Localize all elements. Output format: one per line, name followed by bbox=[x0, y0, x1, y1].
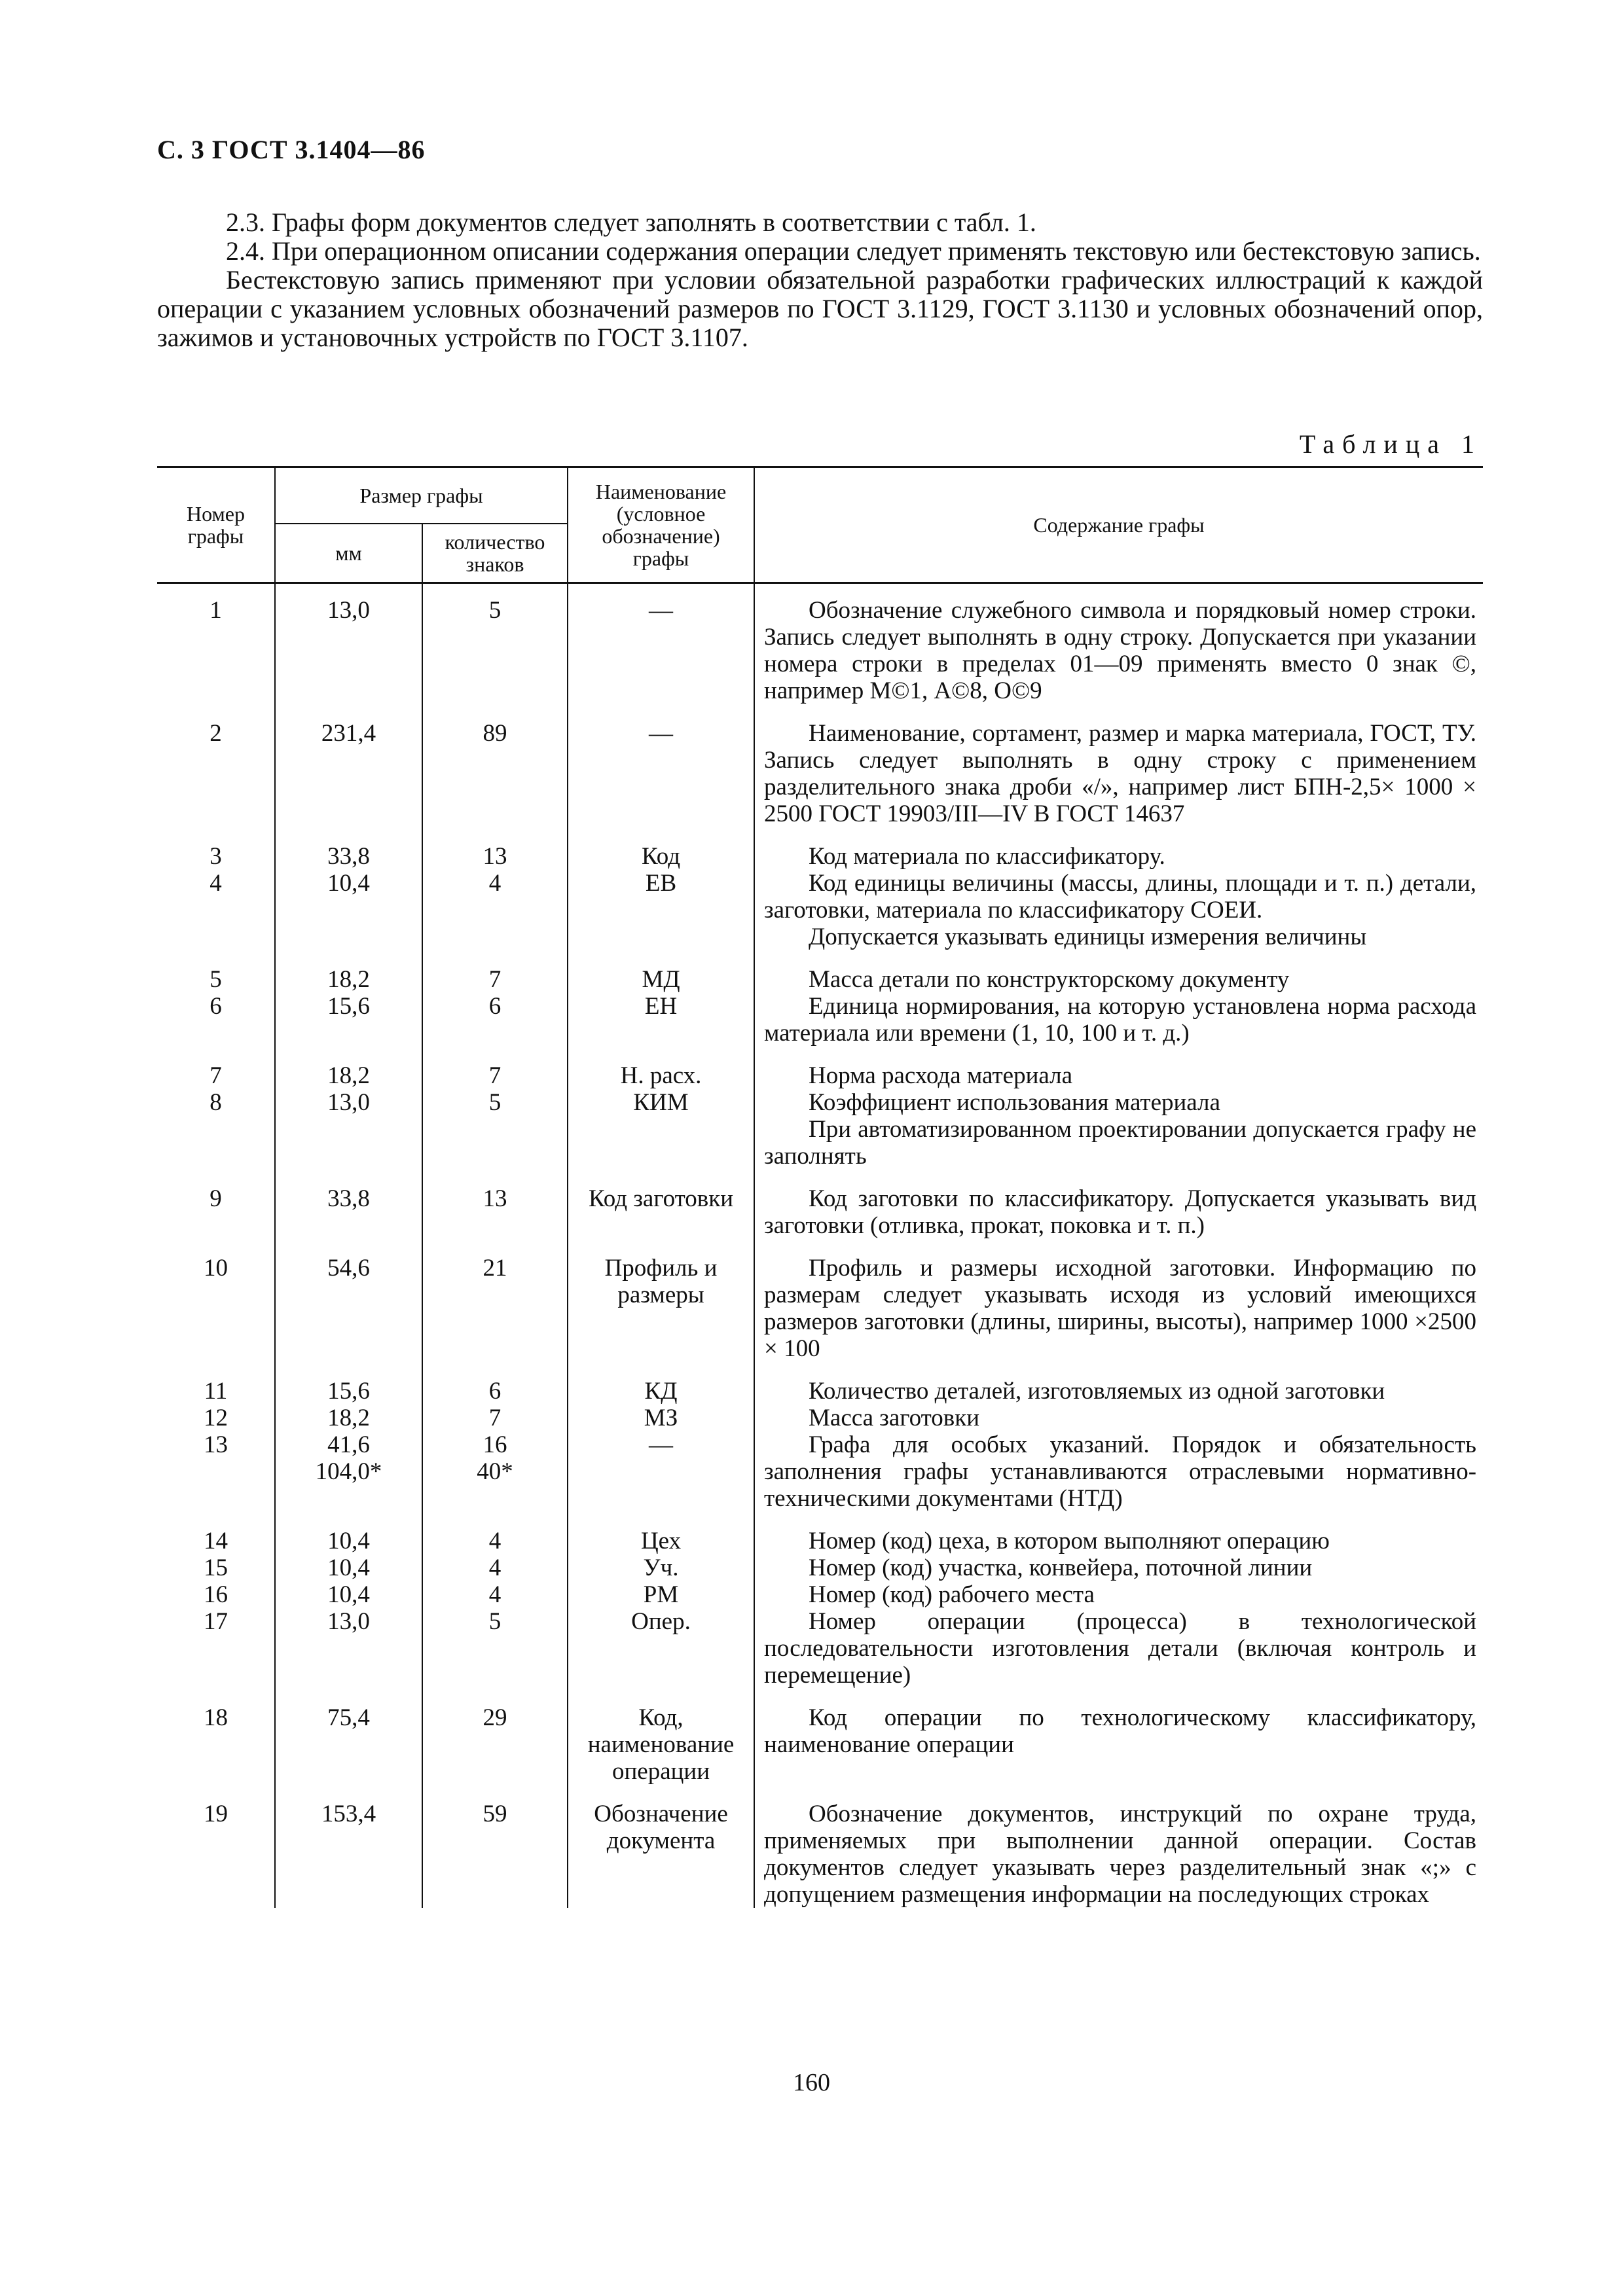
intro-text bbox=[157, 208, 1483, 352]
row-number-cell: 1 bbox=[210, 597, 222, 624]
content-paragraph: Единица нормирования, на которую установлена норма расхода материала или времени (1, 10, 100 и т. д.) bbox=[764, 993, 1477, 1047]
header-name: Наименование (условное обозначение) графы bbox=[568, 467, 754, 583]
content-paragraph: Номер (код) рабочего места bbox=[809, 1581, 1095, 1608]
content-paragraph: Масса заготовки bbox=[809, 1405, 980, 1431]
table-row bbox=[157, 1239, 1483, 1362]
header-number: Номер графы bbox=[157, 467, 275, 583]
row-name-cell: — bbox=[568, 583, 754, 705]
header-mm: мм bbox=[275, 524, 422, 583]
row-name-cell: МД ЕН bbox=[568, 950, 754, 1047]
row-number-cell: 14 15 16 17 bbox=[204, 1528, 228, 1635]
content-paragraph: Допускается указывать единицы измерения величины bbox=[809, 924, 1367, 950]
row-content-cell bbox=[754, 1362, 1483, 1512]
paragraph-2-4: 2.4. При операционном описании содержания операции следует применять текстовую или бестекстовую запись. bbox=[226, 236, 1481, 266]
content-paragraph: Код единицы величины (массы, длины, площади и т. п.) детали, заготовки, материала по классификатору СОЕИ. bbox=[764, 870, 1477, 924]
header-chars: количество знаков bbox=[422, 524, 568, 583]
row-chars-cell: 29 bbox=[422, 1689, 568, 1785]
row-content-cell bbox=[754, 1689, 1483, 1785]
row-number-cell: 2 bbox=[210, 720, 222, 747]
table-row bbox=[157, 583, 1483, 705]
content-paragraph: При автоматизированном проектировании допускается графу не заполнять bbox=[764, 1116, 1477, 1170]
row-content-cell bbox=[754, 950, 1483, 1047]
content-paragraph: Количество деталей, изготовляемых из одной заготовки bbox=[809, 1378, 1385, 1405]
content-paragraph: Код заготовки по классификатору. Допускается указывать вид заготовки (отливка, прокат, поковка и т. п.) bbox=[764, 1185, 1477, 1239]
row-name-cell: КД МЗ — bbox=[568, 1362, 754, 1512]
row-name-cell: Обозначение документа bbox=[568, 1785, 754, 1908]
row-mm-cell: 153,4 bbox=[275, 1785, 422, 1908]
row-name-cell: Н. расх. КИМ bbox=[568, 1047, 754, 1170]
row-mm-cell: 33,8 10,4 bbox=[275, 827, 422, 950]
row-mm-cell: 10,4 10,4 10,4 13,0 bbox=[275, 1512, 422, 1689]
table-row bbox=[157, 1047, 1483, 1170]
row-content-cell bbox=[754, 1047, 1483, 1170]
table-row bbox=[157, 1689, 1483, 1785]
table-row bbox=[157, 1785, 1483, 1908]
row-mm-cell: 75,4 bbox=[275, 1689, 422, 1785]
table-header bbox=[157, 467, 1483, 583]
row-content-cell bbox=[754, 1512, 1483, 1689]
row-content-cell bbox=[754, 1170, 1483, 1239]
row-chars-cell: 7 5 bbox=[422, 1047, 568, 1170]
row-content-cell bbox=[754, 1785, 1483, 1908]
table-body bbox=[157, 583, 1483, 1909]
row-content-cell bbox=[754, 704, 1483, 827]
table-row bbox=[157, 1170, 1483, 1239]
row-number-cell: 9 bbox=[210, 1185, 222, 1212]
row-name-cell: Код, наименование операции bbox=[568, 1689, 754, 1785]
paragraph-2-3: 2.3. Графы форм документов следует заполнять в соответствии с табл. 1. bbox=[226, 207, 1036, 237]
row-number-cell: 7 8 bbox=[210, 1062, 222, 1116]
content-paragraph: Код операции по технологическому классификатору, наименование операции bbox=[764, 1704, 1477, 1758]
row-name-cell: Код заготовки bbox=[568, 1170, 754, 1239]
table-caption: Таблица 1 bbox=[1299, 429, 1482, 459]
row-chars-cell: 13 bbox=[422, 1170, 568, 1239]
table-row bbox=[157, 704, 1483, 827]
content-paragraph: Профиль и размеры исходной заготовки. Информацию по размерам следует указывать исходя из условий имеющихся размеров заготовки (длины, ширины, высоты), например 1000 ×2500 × 100 bbox=[764, 1255, 1477, 1362]
row-number-cell: 3 4 bbox=[210, 843, 222, 897]
row-mm-cell: 33,8 bbox=[275, 1170, 422, 1239]
row-name-cell: Профиль и размеры bbox=[568, 1239, 754, 1362]
table-row bbox=[157, 1512, 1483, 1689]
row-content-cell bbox=[754, 827, 1483, 950]
row-mm-cell: 15,6 18,2 41,6 104,0* bbox=[275, 1362, 422, 1512]
row-mm-cell: 13,0 bbox=[275, 583, 422, 705]
row-name-cell: — bbox=[568, 704, 754, 827]
content-paragraph: Коэффициент использования материала bbox=[809, 1089, 1220, 1116]
row-name-cell: Код ЕВ bbox=[568, 827, 754, 950]
content-paragraph: Норма расхода материала bbox=[809, 1062, 1073, 1089]
table-row bbox=[157, 950, 1483, 1047]
page-number: 160 bbox=[793, 2069, 830, 2096]
row-chars-cell: 13 4 bbox=[422, 827, 568, 950]
columns-table bbox=[157, 466, 1483, 1908]
paragraph-textless: Бестекстовую запись применяют при условии обязательной разработки графических иллюстраций к каждой операции с указанием условных обозначений размеров по ГОСТ 3.1129, ГОСТ 3.1130 и условных обозначений опор, зажимов и установочных устройств по ГОСТ 3.1107. bbox=[157, 265, 1483, 352]
header-size: Размер графы bbox=[275, 467, 568, 524]
row-chars-cell: 7 6 bbox=[422, 950, 568, 1047]
row-number-cell: 5 6 bbox=[210, 966, 222, 1020]
page-header: С. 3 ГОСТ 3.1404—86 bbox=[157, 135, 426, 164]
row-chars-cell: 89 bbox=[422, 704, 568, 827]
row-number-cell: 18 bbox=[204, 1704, 228, 1731]
row-content-cell bbox=[754, 1239, 1483, 1362]
content-paragraph: Наименование, сортамент, размер и марка материала, ГОСТ, ТУ. Запись следует выполнять в одну строку с применением разделительного знака дроби «/», например лист БПН-2,5× 1000 × 2500 ГОСТ 19903/III—IV В ГОСТ 14637 bbox=[764, 720, 1477, 827]
row-mm-cell: 18,2 13,0 bbox=[275, 1047, 422, 1170]
content-paragraph: Код материала по классификатору. bbox=[809, 843, 1165, 870]
content-paragraph: Номер (код) цеха, в котором выполняют операцию bbox=[809, 1528, 1330, 1554]
table-row bbox=[157, 827, 1483, 950]
row-chars-cell: 5 bbox=[422, 583, 568, 705]
header-content: Содержание графы bbox=[754, 467, 1483, 583]
row-name-cell: Цех Уч. РМ Опер. bbox=[568, 1512, 754, 1689]
row-chars-cell: 6 7 16 40* bbox=[422, 1362, 568, 1512]
row-number-cell: 10 bbox=[204, 1255, 228, 1282]
row-chars-cell: 21 bbox=[422, 1239, 568, 1362]
row-content-cell bbox=[754, 583, 1483, 705]
row-chars-cell: 4 4 4 5 bbox=[422, 1512, 568, 1689]
content-paragraph: Графа для особых указаний. Порядок и обязательность заполнения графы устанавливаются отраслевыми нормативно-техническими документами (НТД) bbox=[764, 1431, 1477, 1512]
row-number-cell: 19 bbox=[204, 1801, 228, 1827]
content-paragraph: Номер операции (процесса) в технологической последовательности изготовления детали (включая контроль и перемещение) bbox=[764, 1608, 1477, 1689]
row-chars-cell: 59 bbox=[422, 1785, 568, 1908]
content-paragraph: Номер (код) участка, конвейера, поточной линии bbox=[809, 1554, 1313, 1581]
content-paragraph: Обозначение документов, инструкций по охране труда, применяемых при выполнении данной операции. Состав документов следует указывать через разделительный знак «;» с допущением размещения информации на последующих строках bbox=[764, 1801, 1477, 1908]
row-mm-cell: 54,6 bbox=[275, 1239, 422, 1362]
row-mm-cell: 18,2 15,6 bbox=[275, 950, 422, 1047]
content-paragraph: Обозначение служебного символа и порядковый номер строки. Запись следует выполнять в одну строку. Допускается при указании номера строки в пределах 01—09 применять вместо 0 знак ©, например М©1, А©8, О©9 bbox=[764, 597, 1477, 704]
content-paragraph: Масса детали по конструкторскому документу bbox=[809, 966, 1290, 993]
table-row bbox=[157, 1362, 1483, 1512]
row-number-cell: 11 12 13 bbox=[204, 1378, 228, 1458]
row-mm-cell: 231,4 bbox=[275, 704, 422, 827]
